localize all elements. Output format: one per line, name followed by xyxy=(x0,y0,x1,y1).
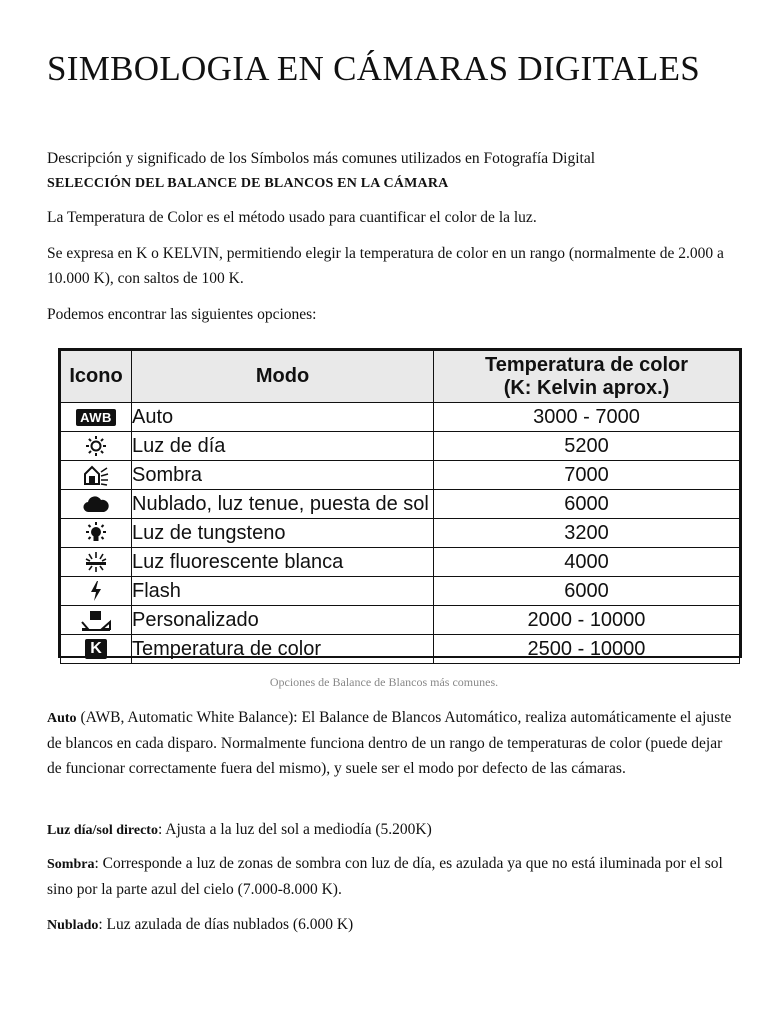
table-row xyxy=(61,490,740,519)
paragraph-kelvin: Se expresa en K o KELVIN, permitiendo elegir la temperatura de color en un rango (normalmente de 2.000 a 10.000 K), con saltos de 100 K. xyxy=(47,245,724,287)
shade-icon xyxy=(83,464,109,486)
table-row xyxy=(61,548,740,577)
mode-cell: Luz de tungsteno xyxy=(132,519,434,548)
description-shade xyxy=(47,851,737,902)
section-heading: SELECCIÓN DEL BALANCE DE BLANCOS EN LA CÁMARA xyxy=(47,176,449,191)
header-icon: Icono xyxy=(61,351,132,403)
table-row xyxy=(61,432,740,461)
intro-text: Descripción y significado de los Símbolos más comunes utilizados en Fotografía Digital xyxy=(47,150,596,167)
table-row xyxy=(61,635,740,664)
description-sun xyxy=(47,817,737,843)
table-row xyxy=(61,519,740,548)
temp-cell: 2500 - 10000 xyxy=(434,635,740,664)
description-cloudy xyxy=(47,912,737,938)
table-row xyxy=(61,606,740,635)
table-row xyxy=(61,461,740,490)
description-auto-text: (AWB, Automatic White Balance): El Balance de Blancos Automático, realiza automáticamente el ajuste de blancos en cada disparo. Normalmente funciona dentro de un rango de temperaturas de color (puede dejar de funcionar correctamente fuera del mismo), y suele ser el modo por defecto de las cámaras. xyxy=(47,709,732,777)
custom-icon xyxy=(80,609,112,631)
temp-cell: 2000 - 10000 xyxy=(434,606,740,635)
description-sun-label: Luz día/sol directo xyxy=(47,823,158,838)
mode-cell: Temperatura de color xyxy=(132,635,434,664)
temp-cell: 3200 xyxy=(434,519,740,548)
table-caption: Opciones de Balance de Blancos más comunes. xyxy=(269,675,499,689)
header-temperature-line2: (K: Kelvin aprox.) xyxy=(503,376,670,399)
sun-icon xyxy=(85,435,107,457)
paragraph-options: Podemos encontrar las siguientes opciones: xyxy=(47,306,317,323)
header-mode: Modo xyxy=(132,351,434,403)
table-row xyxy=(61,403,740,432)
kelvin-icon: K xyxy=(85,639,107,659)
description-auto-label: Auto xyxy=(47,711,77,726)
description-cloudy-text: : Luz azulada de días nublados (6.000 K) xyxy=(98,916,354,933)
mode-cell: Luz de día xyxy=(132,432,434,461)
description-sun-text: : Ajusta a la luz del sol a mediodía (5.200K) xyxy=(157,821,432,838)
temp-cell: 6000 xyxy=(434,577,740,606)
mode-cell: Personalizado xyxy=(132,606,434,635)
temp-cell: 4000 xyxy=(434,548,740,577)
mode-cell: Flash xyxy=(132,577,434,606)
fluorescent-icon xyxy=(84,551,108,573)
page-title: SIMBOLOGIA EN CÁMARAS DIGITALES xyxy=(47,49,701,88)
description-shade-label: Sombra xyxy=(47,857,95,872)
temp-cell: 7000 xyxy=(434,461,740,490)
paragraph-color-temperature: La Temperatura de Color es el método usado para cuantificar el color de la luz. xyxy=(47,209,537,226)
mode-cell: Sombra xyxy=(132,461,434,490)
temp-cell: 6000 xyxy=(434,490,740,519)
temp-cell: 5200 xyxy=(434,432,740,461)
table-header-row xyxy=(61,351,740,403)
description-cloudy-label: Nublado xyxy=(47,918,99,933)
flash-icon xyxy=(88,580,104,602)
awb-icon: AWB xyxy=(76,409,116,426)
cloud-icon xyxy=(83,494,109,514)
mode-cell: Luz fluorescente blanca xyxy=(132,548,434,577)
description-shade-text: : Corresponde a luz de zonas de sombra con luz de día, es azulada ya que no está iluminada por el sol sino por la parte azul del cielo (7.000-8.000 K). xyxy=(47,855,723,898)
header-temperature xyxy=(434,351,740,403)
white-balance-table xyxy=(58,348,742,658)
table-row xyxy=(61,577,740,606)
header-temperature-line1: Temperatura de color xyxy=(484,353,689,376)
description-auto xyxy=(47,705,737,781)
tungsten-icon xyxy=(85,522,107,544)
mode-cell: Nublado, luz tenue, puesta de sol xyxy=(132,490,434,519)
temp-cell: 3000 - 7000 xyxy=(434,403,740,432)
mode-cell: Auto xyxy=(132,403,434,432)
